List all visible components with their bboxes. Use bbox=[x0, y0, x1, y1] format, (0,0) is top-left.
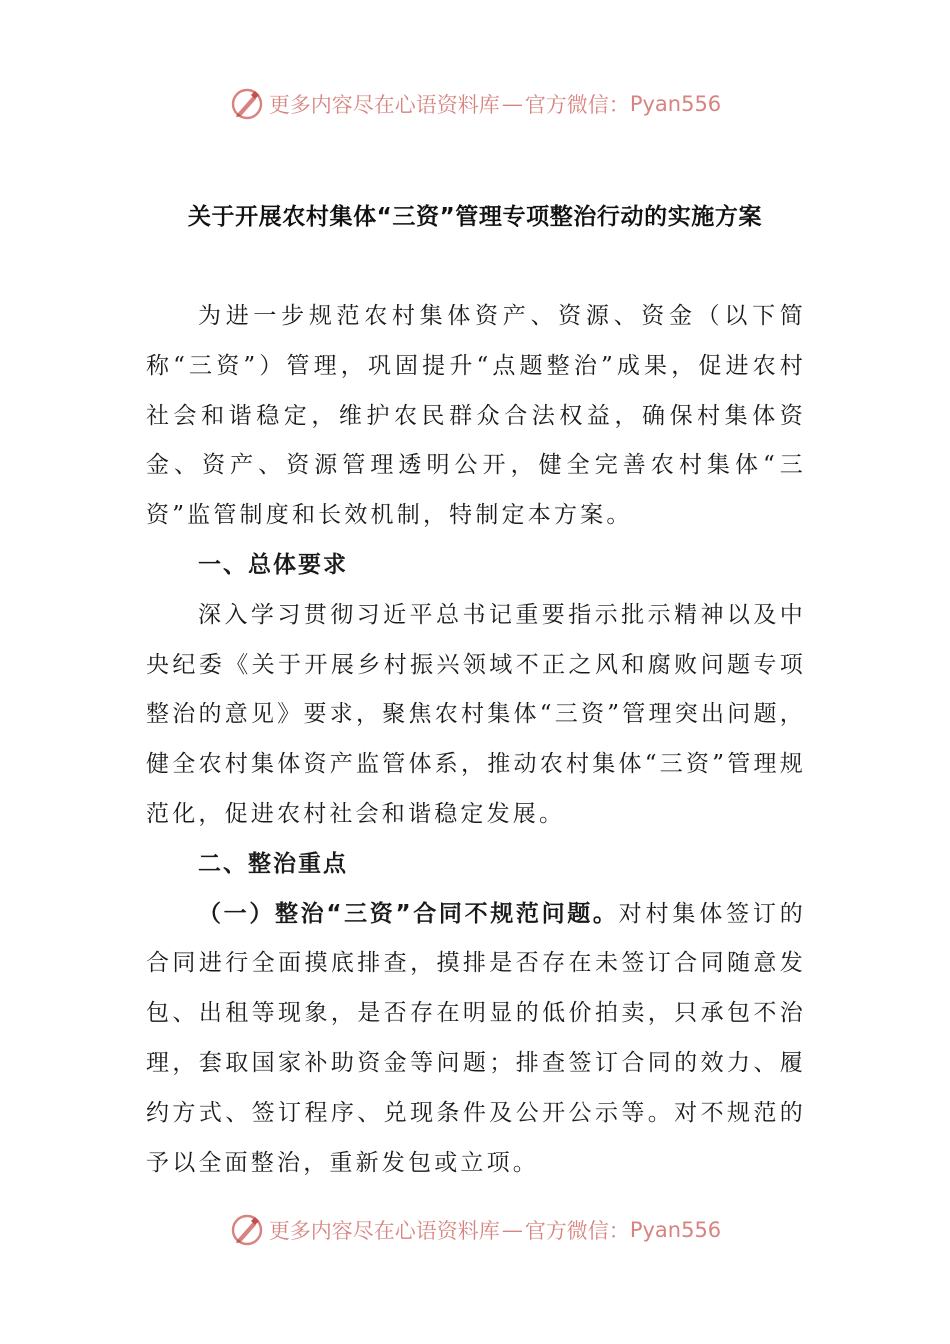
intro-paragraph: 为进一步规范农村集体资产、资源、资金（以下简称“三资”）管理，巩固提升“点题整治”成果，促进农村社会和谐稳定，维护农民群众合法权益，确保村集体资金、资产、资源管理透明公开，健全完善农村集体“三资”监管制度和长效机制，特制定本方案。 bbox=[146, 303, 806, 529]
watermark-text: 更多内容尽在心语资料库 bbox=[268, 1219, 500, 1243]
document-title: 关于开展农村集体“三资”管理专项整治行动的实施方案 bbox=[187, 204, 763, 230]
section2-heading: 二、整治重点 bbox=[198, 850, 348, 877]
section1-heading: 一、总体要求 bbox=[198, 551, 348, 578]
watermark-dash: — bbox=[501, 92, 523, 116]
item1-title: （一）整治“三资”合同不规范问题。 bbox=[198, 900, 619, 927]
pen-logo-icon bbox=[229, 1212, 265, 1248]
watermark-banner-bottom bbox=[0, 1210, 950, 1250]
watermark-wechat-label: 官方微信： bbox=[524, 93, 630, 117]
watermark-text: 更多内容尽在心语资料库 bbox=[268, 93, 500, 117]
item1-body: 对村集体签订的合同进行全面摸底排查，摸排是否存在未签订合同随意发包、出租等现象，是否存在明显的低价拍卖，只承包不治理，套取国家补助资金等问题；排查签订合同的效力、履约方式、签订程序、兑现条件及公开公示等。对不规范的予以全面整治，重新发包或立项。 bbox=[146, 900, 807, 1176]
watermark-banner-top bbox=[0, 84, 950, 124]
item1-paragraph bbox=[146, 890, 806, 1189]
watermark-dash: — bbox=[501, 1218, 523, 1242]
watermark-wechat-id: Pyan556 bbox=[629, 92, 722, 116]
document-body bbox=[146, 292, 806, 1188]
pen-logo-icon bbox=[229, 86, 265, 122]
section1-paragraph: 深入学习贯彻习近平总书记重要指示批示精神以及中央纪委《关于开展乡村振兴领域不正之风和腐败问题专项整治的意见》要求，聚焦农村集体“三资”管理突出问题，健全农村集体资产监管体系，推动农村集体“三资”管理规范化，促进农村社会和谐稳定发展。 bbox=[146, 601, 806, 827]
watermark-wechat-label: 官方微信： bbox=[524, 1219, 630, 1243]
watermark-wechat-id: Pyan556 bbox=[629, 1218, 722, 1242]
